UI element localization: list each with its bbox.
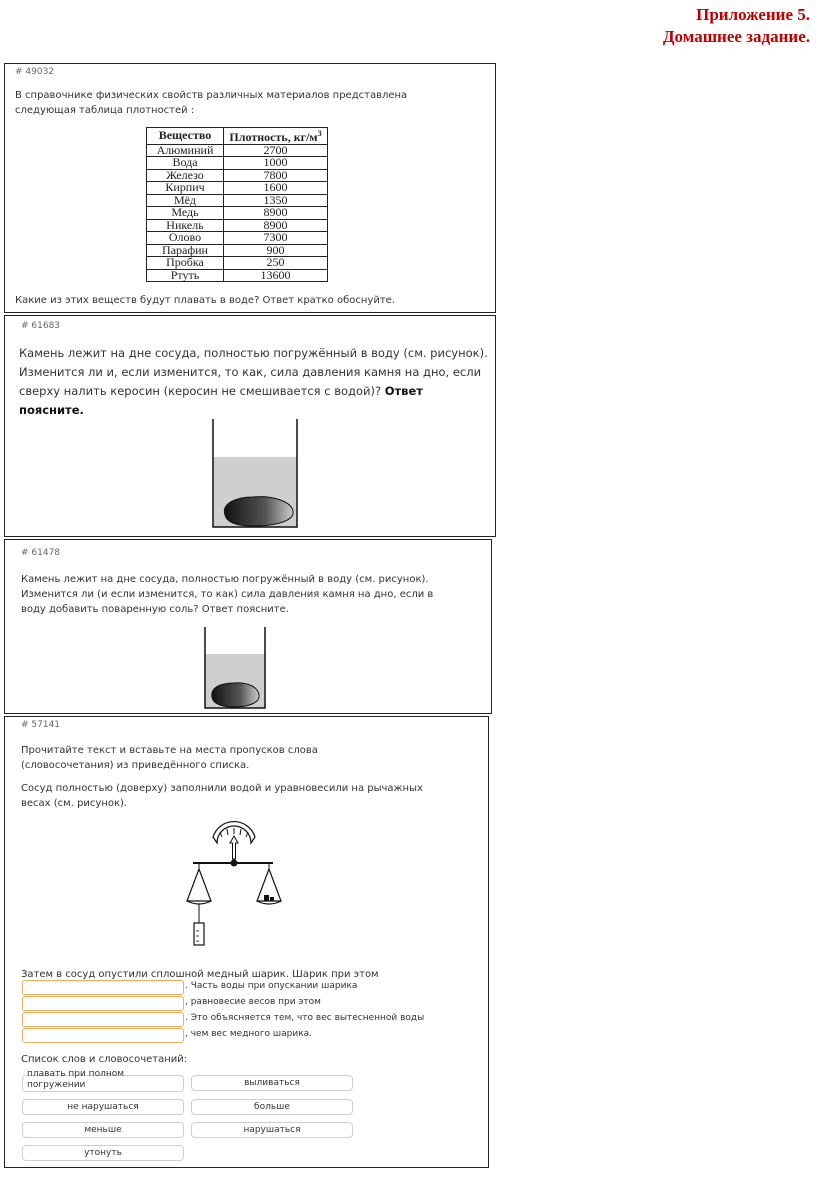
hanging-vessel <box>194 923 204 945</box>
question-card-61683 <box>4 315 496 537</box>
density-value: 8900 <box>224 207 328 220</box>
vessel-with-stone-figure <box>202 627 272 709</box>
substance-name: Вода <box>147 157 224 170</box>
substance-name: Медь <box>147 207 224 220</box>
left-pan <box>187 869 211 901</box>
column-header-density <box>224 128 328 145</box>
density-unit-label: Плотность, кг/м <box>229 130 318 144</box>
question-id: # 61683 <box>21 321 61 331</box>
substance-name: Пробка <box>147 257 224 270</box>
density-table <box>146 127 328 282</box>
stone <box>212 683 259 707</box>
word-chip[interactable]: утонуть <box>22 1145 184 1161</box>
table-header-row <box>147 128 328 145</box>
scale-pivot <box>231 860 238 867</box>
density-value: 1600 <box>224 182 328 195</box>
substance-name: Парафин <box>147 244 224 257</box>
homework-title: Домашнее задание. <box>662 27 810 46</box>
table-row <box>147 269 328 282</box>
question-emphasis: Ответ поясните. <box>19 384 423 417</box>
question-id: # 49032 <box>15 67 55 77</box>
density-value: 7300 <box>224 232 328 245</box>
weights <box>264 895 269 901</box>
question-body: Камень лежит на дне сосуда, полностью погружённый в воду (см. рисунок). Изменится ли и, если изменится, то как, сила давления камня на дно, если сверху налить керосин (керосин не смешивается с водой)? <box>19 346 488 398</box>
word-chip[interactable]: выливаться <box>191 1075 353 1091</box>
answer-blank-2[interactable] <box>22 996 184 1011</box>
fill-in-lead: Затем в сосуд опустили сплошной медный шарик. Шарик при этом <box>21 969 379 980</box>
word-chip[interactable]: больше <box>191 1099 353 1115</box>
substance-name: Железо <box>147 169 224 182</box>
lever-scales-figure <box>185 825 285 955</box>
question-card-57141 <box>4 716 489 1168</box>
question-card-49032 <box>4 63 496 313</box>
word-chip[interactable]: нарушаться <box>191 1122 353 1138</box>
text-fragment: , чем вес медного шарика. <box>185 1029 313 1039</box>
answer-blank-1[interactable] <box>22 980 184 995</box>
stone <box>224 497 293 526</box>
density-value: 8900 <box>224 219 328 232</box>
question-text: В справочнике физических свойств различных материалов представлена следующая таблица плотностей : <box>15 90 408 116</box>
text-fragment: . Это объясняется тем, что вес вытесненной воды <box>185 1013 425 1023</box>
word-chip[interactable]: меньше <box>22 1122 184 1138</box>
word-chip[interactable] <box>22 1069 184 1092</box>
substance-name: Алюминий <box>147 144 224 157</box>
vessel-with-stone-figure <box>209 419 309 529</box>
substance-name: Олово <box>147 232 224 245</box>
question-card-61478 <box>4 539 492 714</box>
density-value: 2700 <box>224 144 328 157</box>
density-value: 7800 <box>224 169 328 182</box>
substance-name: Никель <box>147 219 224 232</box>
question-id: # 61478 <box>21 548 61 558</box>
column-header-substance: Вещество <box>147 128 224 145</box>
density-value: 250 <box>224 257 328 270</box>
question-id: # 57141 <box>21 720 61 730</box>
question-context: Сосуд полностью (доверху) заполнили водой и уравновесили на рычажных весах (см. рисунок). <box>21 783 423 809</box>
density-value: 900 <box>224 244 328 257</box>
density-unit-exponent: 3 <box>317 129 322 138</box>
substance-name: Мёд <box>147 194 224 207</box>
appendix-header <box>663 4 810 48</box>
density-value: 13600 <box>224 269 328 282</box>
word-chip-label: плавать при полном погружении <box>27 1069 125 1090</box>
word-list-title: Список слов и словосочетаний: <box>21 1054 188 1065</box>
answer-blank-4[interactable] <box>22 1028 184 1043</box>
question-text: Камень лежит на дне сосуда, полностью погружённый в воду (см. рисунок). Изменится ли (и если изменится, то как) сила давления камня на дно, если в воду добавить поваренную соль? Ответ поясните. <box>21 574 434 615</box>
question-text <box>19 344 491 420</box>
appendix-title: Приложение 5. <box>696 5 810 24</box>
question-instruction: Прочитайте текст и вставьте на места пропусков слова (словосочетания) из приведённого списка. <box>21 745 318 771</box>
substance-name: Ртуть <box>147 269 224 282</box>
substance-name: Кирпич <box>147 182 224 195</box>
word-chip[interactable]: не нарушаться <box>22 1099 184 1115</box>
answer-blank-3[interactable] <box>22 1012 184 1027</box>
density-value: 1350 <box>224 194 328 207</box>
text-fragment: . Часть воды при опускании шарика <box>185 981 358 991</box>
text-fragment: , равновесие весов при этом <box>185 997 321 1007</box>
density-value: 1000 <box>224 157 328 170</box>
scale-pointer <box>230 836 238 859</box>
question-prompt: Какие из этих веществ будут плавать в воде? Ответ кратко обоснуйте. <box>15 295 395 306</box>
